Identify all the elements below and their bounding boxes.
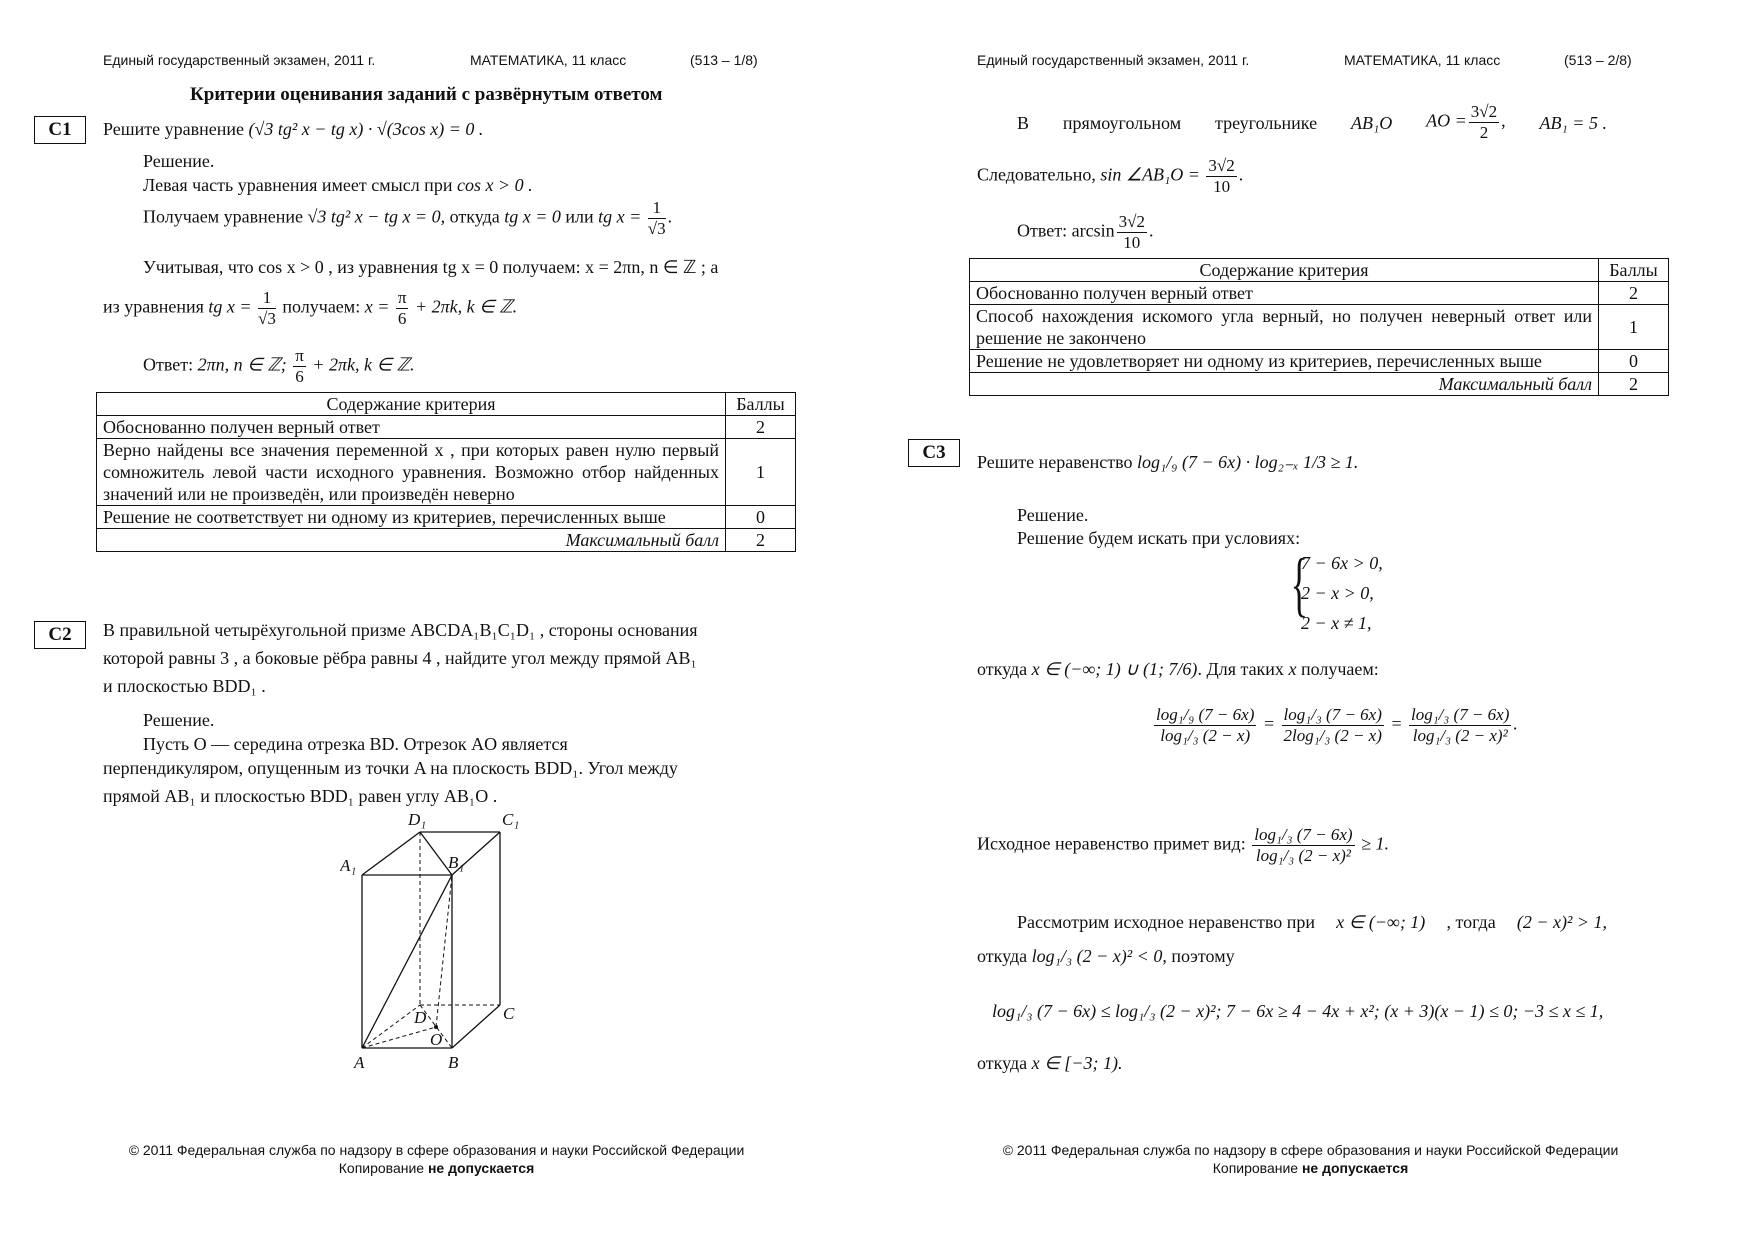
c3-form-tail: ≥ 1. [1361, 833, 1389, 854]
sin-den: 10 [1213, 177, 1231, 196]
criteria-text: Обоснованно получен верный ответ [970, 282, 1599, 305]
c1-line4-math: tg x = [208, 296, 252, 317]
c1-line1-math: cos x > 0 . [456, 175, 533, 195]
chain-n2: log₁/₃ (7 − 6x) [1283, 705, 1382, 724]
c1-line4-mid: получаем: [282, 296, 361, 317]
table-row [97, 506, 796, 529]
label-d1: D₁ [408, 810, 427, 829]
c1-answer [143, 346, 415, 387]
c3-whence-end: получаем: [1300, 659, 1379, 679]
table-row [97, 416, 796, 439]
c3-whence-tail: . Для таких [1197, 659, 1284, 679]
criteria-text: Верно найдены все значения переменной x , при которых равен нулю первый сомножитель левой части исходного уравнения. Возможно отбор найденных значений или не произведён, или произведён неверно [97, 439, 726, 506]
c1-line2-or: или [565, 206, 594, 227]
max-points: 2 [1599, 373, 1669, 396]
criteria-points: 2 [1599, 282, 1669, 305]
c2-cont-answer-prefix: Ответ: [1017, 220, 1068, 241]
c1-task [103, 118, 483, 140]
c1-task-prefix: Решите уравнение [103, 119, 244, 139]
c3-final-text: откуда [977, 1053, 1028, 1073]
c1-answer-frac-num: π [295, 346, 304, 365]
table-row-max [970, 373, 1669, 396]
c1-answer-frac [293, 346, 306, 387]
c1-answer-prefix: Ответ: [143, 354, 194, 375]
label-o: O [430, 1030, 443, 1049]
c1-frac [648, 198, 666, 239]
chain-d2: 2log₁/₃ (2 − x) [1283, 726, 1382, 745]
c3-final-math: x ∈ [−3; 1). [1031, 1053, 1123, 1073]
c1-task-math: (√3 tg² x − tg x) · √(3cos x) = 0 . [248, 119, 484, 139]
header-exam: Единый государственный экзамен, 2011 г. [977, 52, 1250, 68]
label-a1: A₁ [340, 856, 357, 875]
c2-sol1: Пусть O — середина отрезка BD. Отрезок AO является [143, 734, 568, 754]
c1-line4-tail: + 2πk, k ∈ ℤ. [414, 296, 518, 317]
form-den: log₁/₃ (2 − x)² [1255, 846, 1351, 865]
c3-consider1-then: , тогда [1446, 912, 1496, 932]
table-row-max [97, 529, 796, 552]
label-b: B [448, 1053, 459, 1072]
c1-answer-math: 2πn, n ∈ ℤ; [197, 354, 287, 375]
ao-frac [1469, 102, 1499, 143]
sin-frac [1206, 156, 1236, 197]
c2-cont-line2: Следовательно, sin ∠AB₁O = $\frac{3√2}{10}$ . [977, 156, 1244, 196]
table-row [970, 305, 1669, 350]
header-subject: МАТЕМАТИКА, 11 класс [1344, 52, 1501, 68]
c1-line2-text: Получаем уравнение [143, 206, 304, 227]
c3-final [977, 1052, 1122, 1074]
criteria-points: 0 [726, 506, 796, 529]
c2-sol2: перпендикуляром, опущенным из точки A на плоскость BDD₁. Угол между [103, 758, 678, 778]
max-points: 2 [726, 529, 796, 552]
max-label: Максимальный балл [97, 529, 726, 552]
c2-cont-ab: AB₁ = 5 . [1539, 112, 1607, 133]
header-subject: МАТЕМАТИКА, 11 класс [470, 52, 627, 68]
table-row [970, 282, 1669, 305]
c1-pi-den: 6 [397, 309, 407, 328]
header-page: (513 – 2/8) [1564, 52, 1632, 68]
c2-sol3: прямой AB₁ и плоскостью BDD₁ равен углу AB₁O . [103, 786, 498, 806]
criteria-points: 1 [726, 439, 796, 506]
chain-n1: log₁/₉ (7 − 6x) [1156, 705, 1255, 724]
criteria-text: Способ нахождения искомого угла верный, но получен неверный ответ или решение не закончено [970, 305, 1599, 350]
footer [874, 1141, 1747, 1177]
criteria-points: 1 [1599, 305, 1669, 350]
ans-frac [1117, 212, 1147, 253]
c2-line3: и плоскостью BDD₁ . [103, 676, 266, 696]
c1-line2-math2: tg x = 0 [504, 206, 561, 227]
header-page: (513 – 1/8) [690, 52, 758, 68]
criteria-points: 2 [726, 416, 796, 439]
c1-answer-tail: + 2πk, k ∈ ℤ. [312, 354, 415, 375]
c3-cond-intro: Решение будем искать при условиях: [1017, 528, 1301, 548]
table-head-points: Баллы [1599, 259, 1669, 282]
ans-num: 3√2 [1118, 212, 1145, 231]
footer-copy-line [874, 1159, 1747, 1177]
ao-num: 3√2 [1470, 102, 1498, 121]
footer-copy-bold: не допускается [427, 1160, 535, 1176]
task-tag-c1: C1 [34, 116, 86, 144]
c1-solution-label: Решение. [143, 151, 215, 171]
c3-consider2-text: откуда [977, 946, 1028, 966]
footer-copy-line [0, 1159, 873, 1177]
chain-dot: . [1513, 713, 1518, 734]
c3-consider2-tail: , поэтому [1162, 946, 1235, 966]
c1-line1 [143, 174, 533, 196]
c3-cond-2: 2 − x ≠ 1, [1301, 613, 1372, 633]
section-title: Критерии оценивания заданий с развёрнутым ответом [190, 84, 663, 105]
c1-line2-math3: tg x = [598, 206, 642, 227]
c1-line3: Учитывая, что cos x > 0 , из уравнения tg x = 0 получаем: x = 2πn, n ∈ ℤ ; а [143, 257, 719, 277]
system-brace: { [1290, 544, 1308, 624]
c1-line1-text: Левая часть уравнения имеет смысл при [143, 175, 453, 195]
c3-task-prefix: Решите неравенство [977, 452, 1133, 472]
prism-figure [340, 805, 580, 1075]
page-left [0, 0, 873, 1239]
c2-cont-answer: Ответ: arcsin $\frac{3√2}{10}$ . [1017, 212, 1154, 252]
label-d: D [414, 1008, 427, 1027]
criteria-table-c2 [969, 258, 1669, 396]
label-a: A [354, 1053, 365, 1072]
criteria-text: Решение не удовлетворяет ни одному из критериев, перечисленных выше [970, 350, 1599, 373]
table-head-criteria: Содержание критерия [97, 393, 726, 416]
c1-line4-frac-num: 1 [258, 288, 276, 309]
c3-whence [977, 658, 1379, 680]
c3-cond-1: 2 − x > 0, [1301, 583, 1374, 603]
c1-line4-frac-pi [396, 288, 409, 329]
criteria-text: Решение не соответствует ни одному из критериев, перечисленных выше [97, 506, 726, 529]
c3-solution-label: Решение. [1017, 505, 1089, 525]
footer-copyright: © 2011 Федеральная служба по надзору в сфере образования и науки Российской Федерации [128, 1142, 745, 1158]
chain-d3: log₁/₃ (2 − x)² [1412, 726, 1508, 745]
c2-cont-c: треугольнике [1215, 112, 1318, 133]
sin-num: 3√2 [1208, 156, 1235, 175]
footer [0, 1141, 873, 1177]
criteria-text: Обоснованно получен верный ответ [97, 416, 726, 439]
c3-form-text: Исходное неравенство примет вид: [977, 833, 1246, 854]
table-row [97, 439, 796, 506]
c3-form [977, 825, 1389, 866]
c2-cont-a: В [1017, 112, 1030, 133]
c1-line2-math: √3 tg² x − tg x = 0 [307, 206, 441, 227]
c2-cont-line2-text: Следовательно, [977, 164, 1096, 185]
footer-copy-prefix: Копирование [1212, 1160, 1299, 1176]
label-c: C [503, 1004, 515, 1023]
c2-cont-ao: AO = $\frac{3√2}{2}$ , [1426, 102, 1506, 142]
criteria-points: 0 [1599, 350, 1669, 373]
table-row [970, 350, 1669, 373]
label-b1: B₁ [448, 853, 465, 872]
c1-pi-num: π [397, 288, 407, 307]
c3-whence-text: откуда [977, 659, 1028, 679]
c3-consider2-math: log₁/₃ (2 − x)² < 0 [1031, 946, 1163, 966]
c3-task-math: log₁/₉ (7 − 6x) · log₂₋ₓ 1/3 ≥ 1. [1136, 452, 1359, 472]
table-head-criteria: Содержание критерия [970, 259, 1599, 282]
c3-consider2 [977, 945, 1235, 967]
c3-cond-0: 7 − 6x > 0, [1301, 553, 1383, 573]
header-exam: Единый государственный экзамен, 2011 г. [103, 52, 376, 68]
chain-eq-2: = [1390, 713, 1403, 734]
c1-line4 [103, 288, 517, 329]
chain-n3: log₁/₃ (7 − 6x) [1411, 705, 1510, 724]
chain-frac-1 [1154, 705, 1256, 746]
page-right [874, 0, 1747, 1239]
c3-consider1 [1017, 911, 1607, 933]
c2-cont-answer-math: arcsin [1071, 220, 1115, 241]
c1-answer-frac-den: 6 [295, 367, 304, 386]
c3-whence-math: x ∈ (−∞; 1) ∪ (1; 7/6) [1031, 659, 1198, 679]
c3-consider1-math: x ∈ (−∞; 1) [1336, 912, 1426, 932]
c3-ineq-line: log₁/₃ (7 − 6x) ≤ log₁/₃ (2 − x)²; 7 − 6x ≥ 4 − 4x + x²; (x + 3)(x − 1) ≤ 0; −3 ≤ x ≤ 1, [992, 1001, 1604, 1021]
task-tag-c2: C2 [34, 621, 86, 649]
c3-chain [1152, 705, 1518, 746]
c2-line1: В правильной четырёхугольной призме ABCDA₁B₁C₁D₁ , стороны основания [103, 620, 698, 640]
chain-eq-1: = [1262, 713, 1276, 734]
c1-line4-text: из уравнения [103, 296, 204, 317]
ao-den: 2 [1479, 123, 1489, 142]
c1-frac-num: 1 [648, 198, 666, 219]
c2-cont-line1 [1017, 102, 1607, 143]
footer-copy-bold: не допускается [1301, 1160, 1409, 1176]
c2-cont-d: AB₁O [1351, 112, 1393, 133]
max-label: Максимальный балл [970, 373, 1599, 396]
c3-whence-x: x [1288, 659, 1297, 679]
chain-frac-3 [1409, 705, 1511, 746]
c1-line2-mid: , откуда [440, 206, 500, 227]
chain-d1: log₁/₃ (2 − x) [1160, 726, 1251, 745]
c3-consider1-math2: (2 − x)² > 1, [1516, 912, 1607, 932]
footer-copyright: © 2011 Федеральная служба по надзору в сфере образования и науки Российской Федерации [1002, 1142, 1619, 1158]
c2-line2: которой равны 3 , а боковые рёбра равны 4 , найдите угол между прямой AB₁ [103, 648, 697, 668]
c3-task [977, 451, 1358, 473]
chain-frac-2 [1282, 705, 1384, 746]
form-frac [1252, 825, 1354, 866]
c2-cont-b: прямоугольном [1062, 112, 1182, 133]
label-c1: C₁ [502, 810, 520, 829]
criteria-table-c1 [96, 392, 796, 552]
ao-lhs: AO = [1426, 110, 1467, 131]
ans-den: 10 [1123, 233, 1141, 252]
c1-frac-den: √3 [647, 219, 666, 238]
c3-consider1-text: Рассмотрим исходное неравенство при [1017, 912, 1316, 932]
form-num: log₁/₃ (7 − 6x) [1254, 825, 1353, 844]
c1-line4-frac-den: √3 [258, 309, 276, 328]
c1-line4-frac [258, 288, 276, 329]
c1-line4-math2: x = [364, 296, 390, 317]
c2-solution-label: Решение. [143, 710, 215, 730]
table-head-points: Баллы [726, 393, 796, 416]
task-tag-c3: C3 [908, 439, 960, 467]
c1-line2: Получаем уравнение √3 tg² x − tg x = 0, откуда tg x = 0 или tg x = $\frac{1}{√3}$ . [143, 198, 673, 238]
c2-cont-line2-math: sin ∠AB₁O = [1100, 164, 1200, 185]
footer-copy-prefix: Копирование [338, 1160, 425, 1176]
